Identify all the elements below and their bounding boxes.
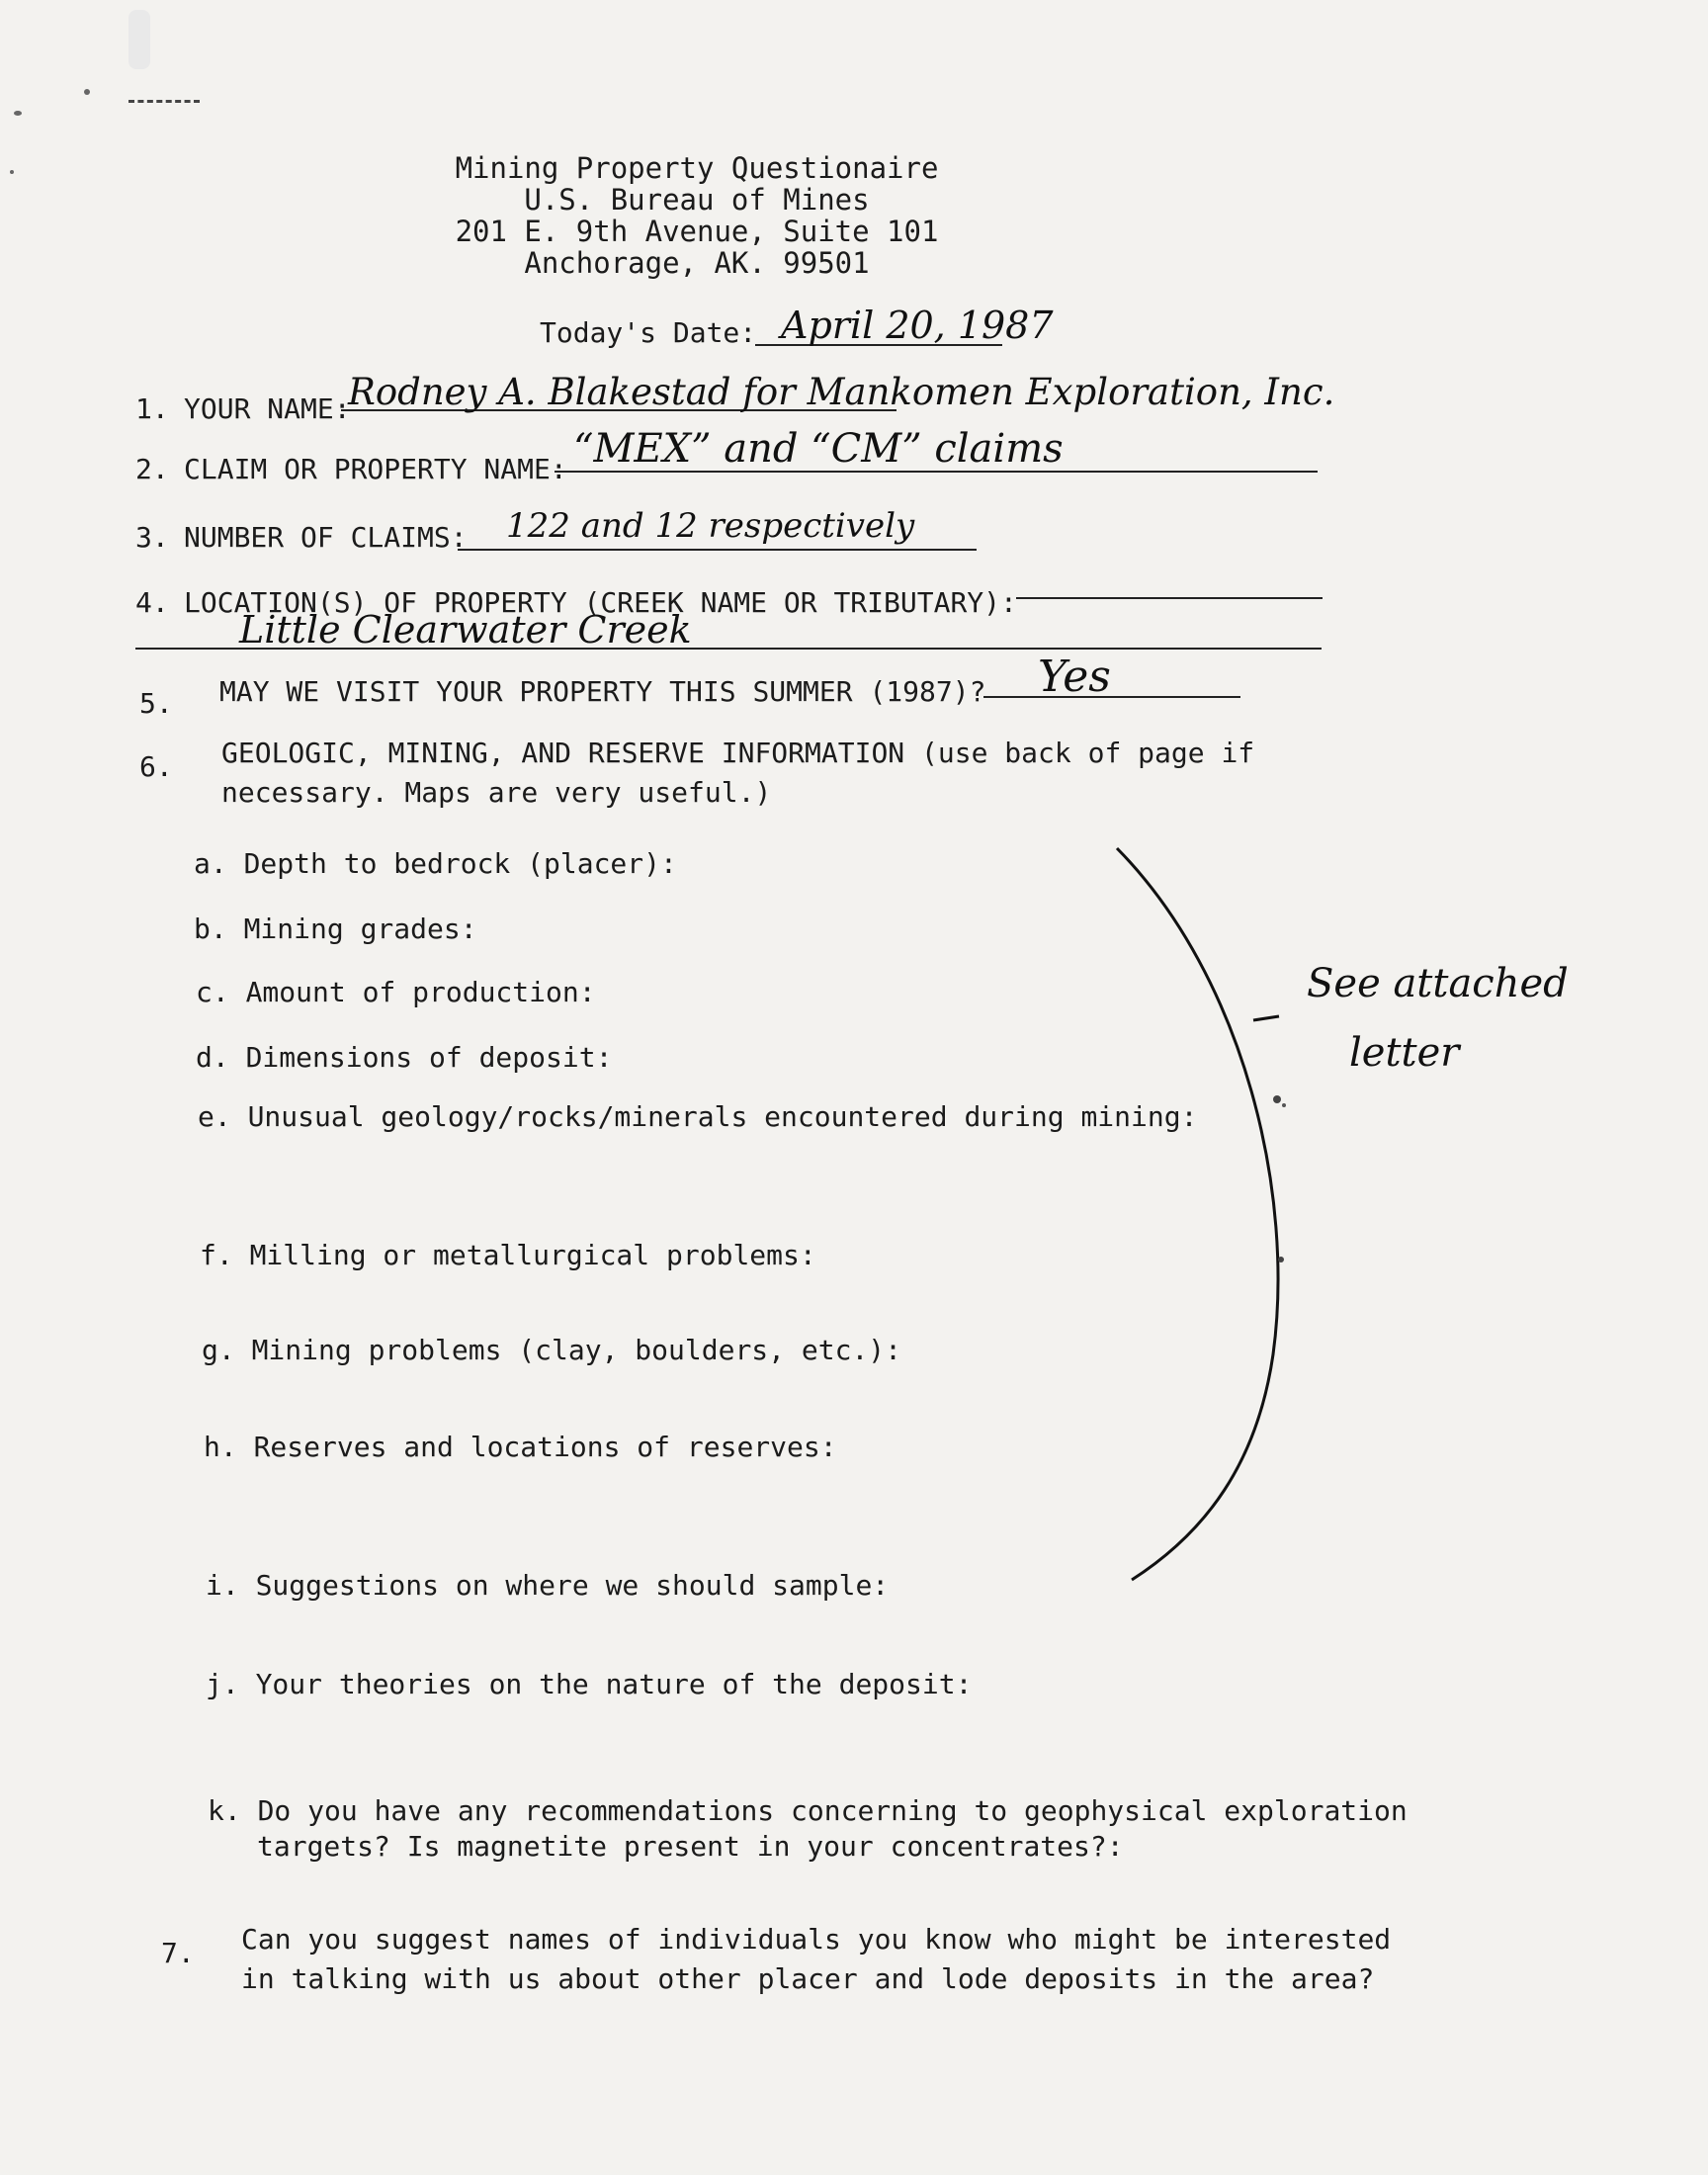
q6e-label: e. Unusual geology/rocks/minerals encountered during mining: <box>198 1100 1198 1133</box>
q7-line1: Can you suggest names of individuals you know who might be interested <box>241 1923 1392 1956</box>
q3-answer: 122 and 12 respectively <box>506 506 915 546</box>
q4-number: 4. <box>135 586 169 619</box>
handwritten-bracket <box>1087 840 1324 1592</box>
q1-answer: Rodney A. Blakestad for Mankomen Exploration, Inc. <box>348 371 1335 413</box>
q6j-label: j. Your theories on the nature of the deposit: <box>206 1668 973 1700</box>
q1-label: YOUR NAME: <box>184 392 351 425</box>
q6k-label-line2: targets? Is magnetite present in your concentrates?: <box>257 1830 1124 1863</box>
q5-number: 5. <box>139 687 173 720</box>
scan-speck <box>128 10 150 69</box>
q6i-label: i. Suggestions on where we should sample: <box>206 1569 890 1602</box>
q1-number: 1. <box>135 392 169 425</box>
q2-label: CLAIM OR PROPERTY NAME: <box>184 453 567 485</box>
scan-speck <box>84 89 90 95</box>
scan-dash <box>128 100 200 103</box>
q3-label: NUMBER OF CLAIMS: <box>184 521 468 554</box>
margin-note-line2: letter <box>1349 1030 1460 1076</box>
agency-address: 201 E. 9th Avenue, Suite 101 <box>455 215 939 248</box>
q6k-label-line1: k. Do you have any recommendations concerning to geophysical exploration <box>208 1794 1408 1827</box>
q6b-label: b. Mining grades: <box>194 913 477 945</box>
date-value: April 20, 1987 <box>781 304 1054 347</box>
form-title: Mining Property Questionaire <box>455 151 939 185</box>
q4-underline-1 <box>1016 597 1323 599</box>
scan-speck <box>10 170 14 174</box>
q3-underline <box>458 549 977 551</box>
agency-city: Anchorage, AK. 99501 <box>524 246 870 280</box>
q2-number: 2. <box>135 453 169 485</box>
date-label: Today's Date: <box>540 316 757 349</box>
q6h-label: h. Reserves and locations of reserves: <box>204 1431 837 1463</box>
margin-note-line1: See attached <box>1307 961 1569 1006</box>
scan-speck <box>14 111 22 116</box>
q4-label: LOCATION(S) OF PROPERTY (CREEK NAME OR TRIBUTARY): <box>184 586 1017 619</box>
q6-label-line2: necessary. Maps are very useful.) <box>221 776 772 809</box>
q5-underline <box>983 696 1240 698</box>
q6-label-line1: GEOLOGIC, MINING, AND RESERVE INFORMATION (use back of page if <box>221 737 1255 769</box>
q6-number: 6. <box>139 750 173 783</box>
q5-answer: Yes <box>1038 652 1111 702</box>
agency-name: U.S. Bureau of Mines <box>524 183 870 217</box>
q6f-label: f. Milling or metallurgical problems: <box>200 1239 816 1271</box>
q6a-label: a. Depth to bedrock (placer): <box>194 847 677 880</box>
q4-answer: Little Clearwater Creek <box>239 608 692 652</box>
q5-label: MAY WE VISIT YOUR PROPERTY THIS SUMMER (1987)? <box>219 675 986 708</box>
q3-number: 3. <box>135 521 169 554</box>
q7-line2: in talking with us about other placer and lode deposits in the area? <box>241 1962 1375 1995</box>
q6c-label: c. Amount of production: <box>196 976 596 1008</box>
q7-number: 7. <box>161 1937 195 1969</box>
q6g-label: g. Mining problems (clay, boulders, etc.): <box>202 1334 902 1366</box>
q2-answer: “MEX” and “CM” claims <box>573 426 1064 472</box>
q6d-label: d. Dimensions of deposit: <box>196 1041 613 1074</box>
